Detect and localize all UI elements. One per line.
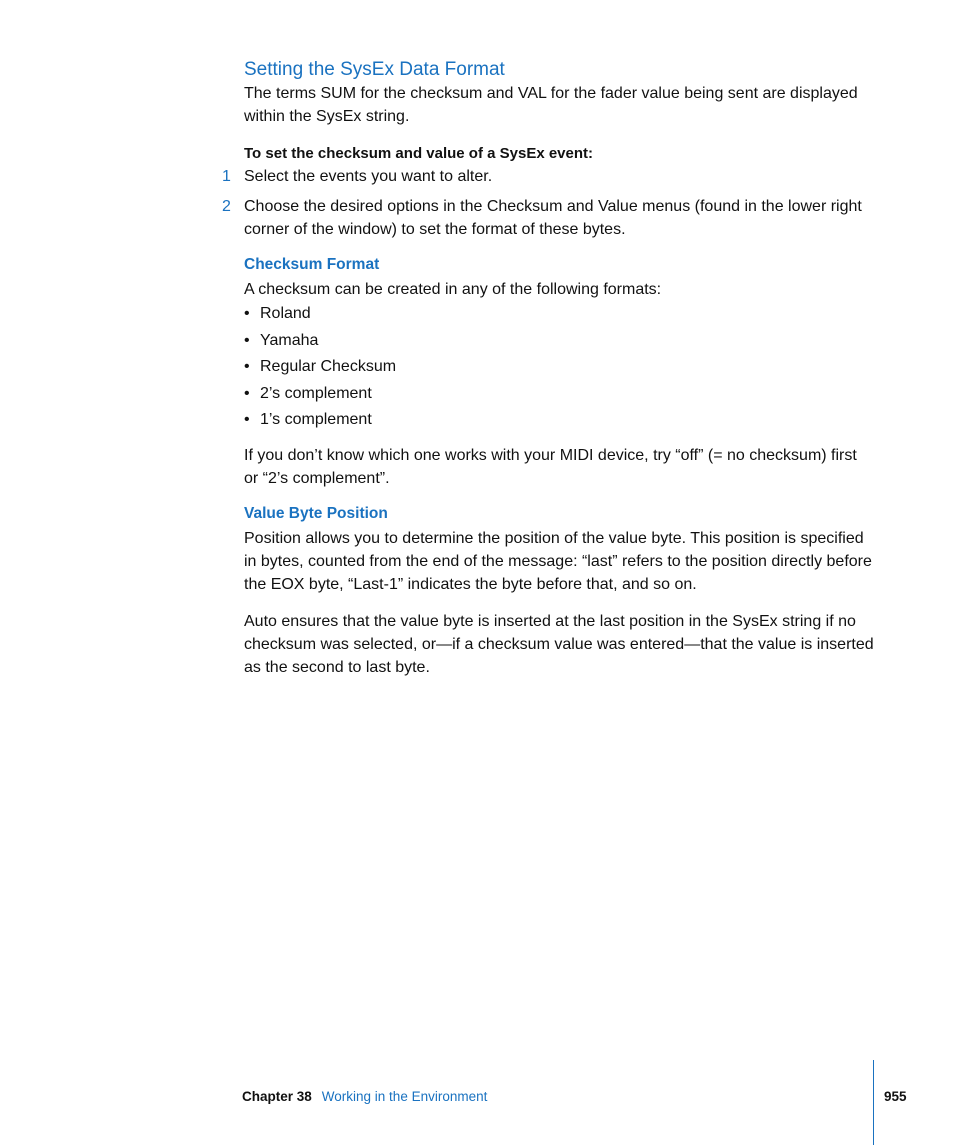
checksum-format-list xyxy=(244,304,874,430)
step-number: 2 xyxy=(222,198,231,215)
step-list xyxy=(222,165,874,241)
step-text: Select the events you want to alter. xyxy=(244,168,493,185)
checksum-note: If you don’t know which one works with your MIDI device, try “off” (= no checksum) first or “2’s complement”. xyxy=(244,447,857,487)
value-byte-position-heading: Value Byte Position xyxy=(244,505,388,522)
page-footer xyxy=(242,1089,487,1104)
list-item xyxy=(244,357,874,377)
bullet-icon: • xyxy=(244,384,250,402)
list-item-text: 2’s complement xyxy=(260,384,372,402)
list-item xyxy=(244,331,874,351)
footer-divider xyxy=(873,1060,874,1145)
list-item xyxy=(244,304,874,324)
step-text: Choose the desired options in the Checksum and Value menus (found in the lower right corner of the window) to set the format of these bytes. xyxy=(244,198,862,238)
page-number: 955 xyxy=(884,1089,907,1104)
value-byte-paragraph-1: Position allows you to determine the position of the value byte. This position is specified in bytes, counted from the end of the message: “last” refers to the position directly before the EOX byte, “Last-1” indicates the byte before that, and so on. xyxy=(244,530,872,593)
list-item xyxy=(244,384,874,404)
bullet-icon: • xyxy=(244,411,250,428)
bullet-icon: • xyxy=(244,305,250,322)
list-item-text: 1’s complement xyxy=(260,411,372,428)
list-item-text: Yamaha xyxy=(260,331,319,349)
value-byte-paragraph-2: Auto ensures that the value byte is inserted at the last position in the SysEx string if no checksum was selected, or—if a checksum value was entered—that the value is inserted as the second to last byte. xyxy=(244,613,874,676)
task-heading: To set the checksum and value of a SysEx event: xyxy=(244,145,594,162)
step-item xyxy=(222,195,874,241)
checksum-format-heading: Checksum Format xyxy=(244,256,380,273)
page-content xyxy=(222,58,874,679)
bullet-icon: • xyxy=(244,358,250,375)
section-title: Setting the SysEx Data Format xyxy=(244,59,505,80)
footer-chapter-title: Working in the Environment xyxy=(321,1089,488,1104)
section-intro: The terms SUM for the checksum and VAL for the fader value being sent are displayed within the SysEx string. xyxy=(244,85,858,125)
step-number: 1 xyxy=(222,168,231,185)
step-item xyxy=(222,165,874,188)
checksum-intro: A checksum can be created in any of the following formats: xyxy=(244,281,662,298)
list-item xyxy=(244,410,874,430)
list-item-text: Roland xyxy=(260,305,311,322)
bullet-icon: • xyxy=(244,331,250,349)
list-item-text: Regular Checksum xyxy=(260,358,397,375)
footer-chapter: Chapter 38 xyxy=(242,1089,312,1104)
